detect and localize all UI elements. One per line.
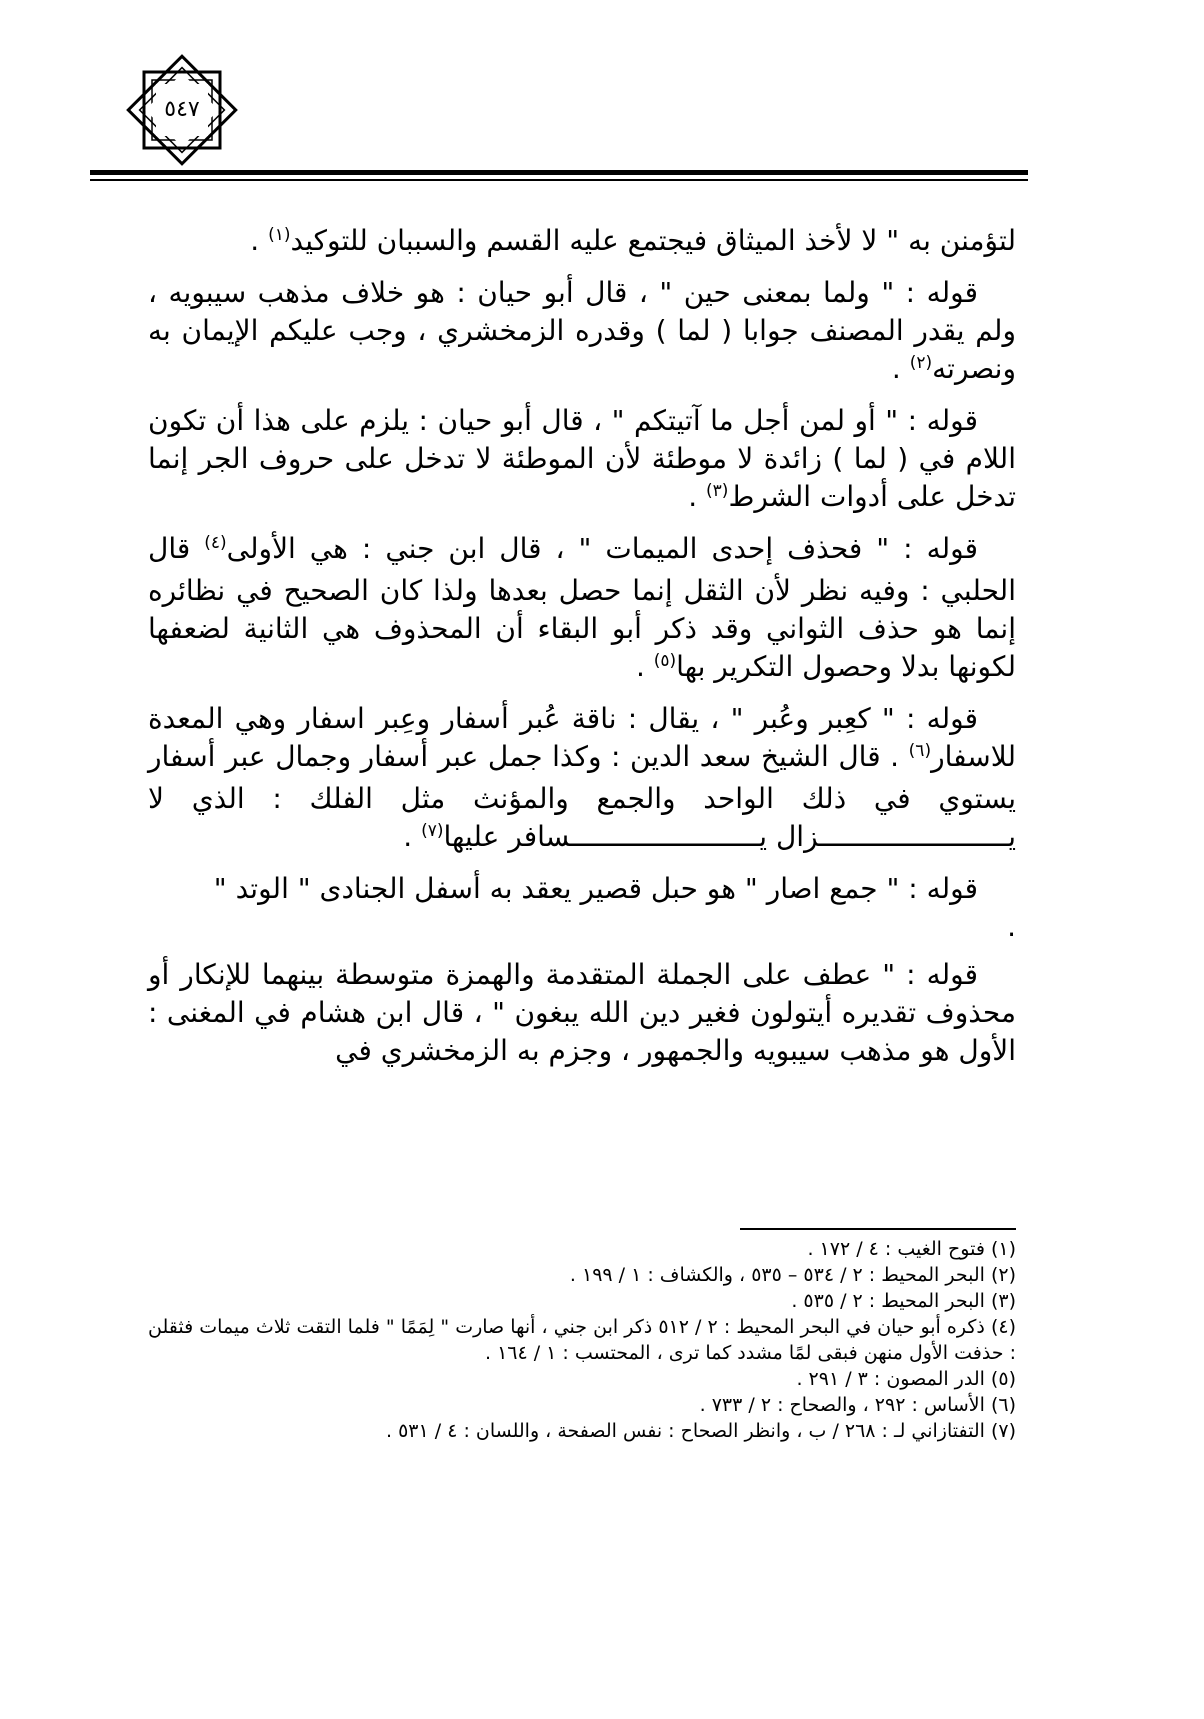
footnote: (٢) البحر المحيط : ٢ / ٥٣٤ – ٥٣٥ ، والكشاف : ١ / ١٩٩ . xyxy=(569,1264,1016,1286)
paragraph-tail: . xyxy=(250,224,269,257)
paragraph-text: قوله : " عطف على الجملة المتقدمة والهمزة متوسطة بينهما للإنكار أو محذوف تقديره أيتولون فغير دين الله يبغون " ، قال ابن هشام في المغنى : الأول هو مذهب سيبويه والجمهور ، وجزم به الزمخشري في xyxy=(148,958,1016,1067)
paragraph-4 xyxy=(148,530,1016,690)
footnote-ref: (٢) xyxy=(909,353,933,373)
paragraph-text: . قال الشيخ سعد الدين : وكذا جمل عبر أسفار وجمال عبر أسفار يستوي في ذلك الواحد والجمع والمؤنث مثل الفلك : الذي لا يـــــــــــــــــــــــزال يـــــــــــــــــــــــسافر عليها xyxy=(148,740,1016,853)
paragraph-text: قال الحلبي : وفيه نظر لأن الثقل إنما حصل بعدها ولذا كان الصحيح في نظائره إنما هو حذف الثواني وقد ذكر أبو البقاء أن المحذوف هي الثانية لضعفها لكونها بدلا وحصول التكرير بها xyxy=(148,532,1016,683)
footnote-ref: (٤) xyxy=(204,533,227,553)
paragraph-2 xyxy=(148,274,1016,392)
header-rule-thin xyxy=(90,179,1028,181)
footnote: (٥) الدر المصون : ٣ / ٢٩١ . xyxy=(796,1368,1016,1390)
paragraph-5 xyxy=(148,700,1016,860)
paragraph-tail: . xyxy=(403,820,422,853)
page-number-badge xyxy=(112,40,252,180)
paragraph-text: قوله : " أو لمن أجل ما آتيتكم " ، قال أبو حيان : يلزم على هذا أن تكون اللام في ( لما ) زائدة لا موطئة لأن الموطئة لا تدخل على حروف الجر إنما تدخل على أدوات الشرط xyxy=(148,404,1016,513)
paragraph-text: قوله : " ولما بمعنى حين " ، قال أبو حيان : هو خلاف مذهب سيبويه ، ولم يقدر المصنف جوابا ( لما ) وقدره الزمخشري ، وجب عليكم الإيمان به ونصرته xyxy=(148,276,1016,385)
main-text xyxy=(148,222,1016,1080)
footnotes xyxy=(148,1236,1016,1444)
paragraph-text: قوله : " جمع اصار " هو حبل قصير يعقد به أسفل الجنادى " الوتد " xyxy=(213,872,978,905)
paragraph-text: لتؤمنن به " لا لأخذ الميثاق فيجتمع عليه القسم والسببان للتوكيد xyxy=(290,224,1016,257)
page-number: ٥٤٧ xyxy=(164,97,200,122)
paragraph-1 xyxy=(148,222,1016,264)
footnote: (١) فتوح الغيب : ٤ / ١٧٢ . xyxy=(807,1238,1016,1260)
footnote-ref: (٦) xyxy=(908,741,932,761)
footnote: (٤) ذكره أبو حيان في البحر المحيط : ٢ / ٥١٢ ذكر ابن جني ، أنها صارت " لِمَمًا " فلما التقت ثلاث ميمات فثقلن : حذفت الأول منهن فبقى لمًا مشدد كما ترى ، المحتسب : ١ / ١٦٤ . xyxy=(148,1316,1016,1364)
paragraph-3 xyxy=(148,402,1016,520)
paragraph-tail: . xyxy=(635,650,654,683)
footnote: (٣) البحر المحيط : ٢ / ٥٣٥ . xyxy=(791,1290,1016,1312)
footnote-ref: (٥) xyxy=(653,651,677,671)
paragraph-tail: . xyxy=(891,352,910,385)
paragraph-7 xyxy=(148,956,1016,1070)
paragraph-tail: . xyxy=(688,480,707,513)
footnote-ref: (٧) xyxy=(421,821,444,841)
paragraph-text: قوله : " كعِبر وعُبر " ، يقال : ناقة عُبر أسفار وعِبر اسفار وهي المعدة للاسفار xyxy=(148,702,1016,773)
footnote-separator xyxy=(740,1228,1016,1230)
footnote-ref: (١) xyxy=(268,225,291,245)
header-rule-thick xyxy=(90,170,1028,175)
paragraph-text: قوله : " فحذف إحدى الميمات " ، قال ابن جني : هي الأولى xyxy=(226,532,978,565)
footnote-ref: (٣) xyxy=(706,481,729,501)
footnote: (٧) التفتازاني لـ : ٢٦٨ / ب ، وانظر الصحاح : نفس الصفحة ، واللسان : ٤ / ٥٣١ . xyxy=(386,1420,1016,1442)
paragraph-6 xyxy=(148,870,1016,946)
footnote: (٦) الأساس : ٢٩٢ ، والصحاح : ٢ / ٧٣٣ . xyxy=(699,1394,1016,1416)
paragraph-tail: . xyxy=(1007,910,1016,943)
